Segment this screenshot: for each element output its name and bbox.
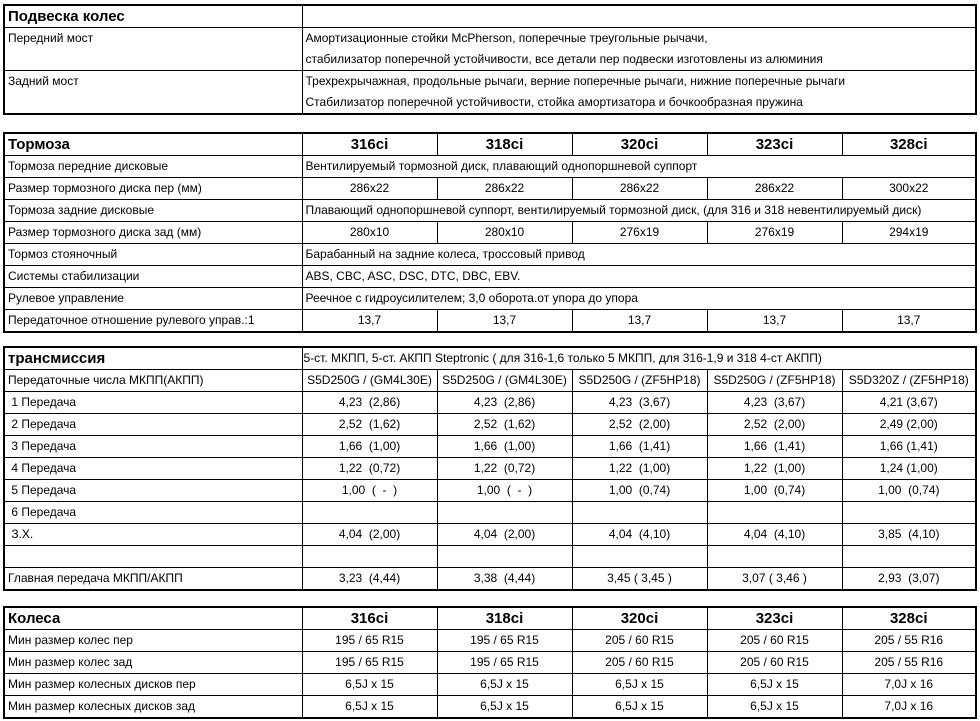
cell: 1,00 (0,74) [572, 480, 707, 502]
cell: 6,5J x 15 [572, 696, 707, 719]
cell: 4,04 (4,10) [572, 524, 707, 546]
row-value: Плавающий однопоршневой суппорт, вентилируемый тормозной диск, (для 316 и 318 невентилируемый диск) [302, 200, 976, 222]
cell: 4,23 (3,67) [707, 392, 842, 414]
table-row [4, 502, 976, 524]
cell: 195 / 65 R15 [437, 652, 572, 674]
row-value: Амортизационные стойки McPherson, поперечные треугольные рычачи, [302, 28, 976, 50]
row-label [4, 546, 302, 568]
brakes-table [3, 132, 977, 333]
transmission-title: трансмиссия [4, 347, 302, 370]
header-row [4, 607, 976, 630]
cell: 1,24 (1,00) [842, 458, 976, 480]
table-row [4, 674, 976, 696]
row-value: Трехрехрычажная, продольные рычаги, верние поперечные рычаги, нижние поперечные рычаги [302, 71, 976, 93]
row-label-cont [4, 49, 302, 71]
row-label: Тормоза задние дисковые [4, 200, 302, 222]
row-value: стабилизатор поперечной устойчивости, все детали пер подвески изготовлены из алюминия [302, 49, 976, 71]
row-label: Мин размер колесных дисков пер [4, 674, 302, 696]
cell: 1,22 (0,72) [302, 458, 437, 480]
row-label: 2 Передача [4, 414, 302, 436]
cell: 1,66 (1,41) [572, 436, 707, 458]
cell: 205 / 60 R15 [707, 630, 842, 652]
table-row [4, 652, 976, 674]
suspension-table [3, 4, 977, 115]
cell: 4,04 (2,00) [437, 524, 572, 546]
model-header: 323ci [707, 607, 842, 630]
cell: 2,52 (1,62) [302, 414, 437, 436]
cell: 13,7 [302, 310, 437, 333]
model-header: 318ci [437, 133, 572, 156]
cell: 7,0J x 16 [842, 696, 976, 719]
cell: 4,04 (4,10) [707, 524, 842, 546]
model-header: 328ci [842, 607, 976, 630]
table-row [4, 524, 976, 546]
suspension-title: Подвеска колес [4, 5, 302, 28]
cell: 3,85 (4,10) [842, 524, 976, 546]
cell [707, 502, 842, 524]
transmission-table [3, 346, 977, 591]
cell: S5D250G / (GM4L30E) [302, 370, 437, 392]
cell: 205 / 60 R15 [572, 652, 707, 674]
table-row [4, 222, 976, 244]
header-row [4, 347, 976, 370]
cell: 2,93 (3,07) [842, 568, 976, 591]
cell: 6,5J x 15 [437, 674, 572, 696]
brakes-title: Тормоза [4, 133, 302, 156]
cell: S5D250G / (GM4L30E) [437, 370, 572, 392]
row-label: Рулевое управление [4, 288, 302, 310]
table-row [4, 200, 976, 222]
cell: 4,21 (3,67) [842, 392, 976, 414]
cell: 280x10 [302, 222, 437, 244]
row-label: 3 Передача [4, 436, 302, 458]
cell: 276x19 [572, 222, 707, 244]
row-label: Размер тормозного диска зад (мм) [4, 222, 302, 244]
cell: 13,7 [842, 310, 976, 333]
row-label: Тормоза передние дисковые [4, 156, 302, 178]
cell [302, 546, 437, 568]
cell: 286x22 [572, 178, 707, 200]
cell: 3,07 ( 3,46 ) [707, 568, 842, 591]
wheels-table [3, 606, 977, 719]
row-value: Реечное с гидроусилителем; 3,0 оборота.от упора до упора [302, 288, 976, 310]
cell: 286x22 [437, 178, 572, 200]
table-row [4, 156, 976, 178]
row-value: Вентилируемый тормозной диск, плавающий однопоршневой суппорт [302, 156, 976, 178]
model-header: 320ci [572, 133, 707, 156]
cell: 6,5J x 15 [302, 674, 437, 696]
cell: 6,5J x 15 [707, 696, 842, 719]
model-header: 320ci [572, 607, 707, 630]
table-row [4, 266, 976, 288]
row-value: Барабанный на задние колеса, троссовый привод [302, 244, 976, 266]
cell: 6,5J x 15 [707, 674, 842, 696]
wheels-title: Колеса [4, 607, 302, 630]
cell: 3,38 (4,44) [437, 568, 572, 591]
cell: S5D320Z / (ZF5HP18) [842, 370, 976, 392]
table-row [4, 546, 976, 568]
table-row [4, 178, 976, 200]
cell: 3,45 ( 3,45 ) [572, 568, 707, 591]
row-label: Передаточные числа МКПП(АКПП) [4, 370, 302, 392]
cell: 294x19 [842, 222, 976, 244]
cell: 1,00 ( - ) [302, 480, 437, 502]
transmission-note: 5-ст. МКПП, 5-ст. АКПП Steptronic ( для 316-1,6 только 5 МКПП, для 316-1,9 и 318 4-ст АКПП) [302, 347, 976, 370]
row-label: Задний мост [4, 71, 302, 93]
cell [302, 502, 437, 524]
table-row [4, 568, 976, 591]
row-label: Мин размер колесных дисков зад [4, 696, 302, 719]
cell: 6,5J x 15 [302, 696, 437, 719]
cell: 205 / 55 R16 [842, 630, 976, 652]
table-row [4, 696, 976, 719]
cell: 300x22 [842, 178, 976, 200]
cell: 205 / 55 R16 [842, 652, 976, 674]
cell: 2,52 (1,62) [437, 414, 572, 436]
row-label: Мин размер колес зад [4, 652, 302, 674]
cell: 2,49 (2,00) [842, 414, 976, 436]
row-value: Стабилизатор поперечной устойчивости, стойка амортизатора и бочкообразная пружина [302, 92, 976, 114]
empty-cell [302, 5, 976, 28]
cell: 1,66 (1,41) [842, 436, 976, 458]
row-label: 6 Передача [4, 502, 302, 524]
cell: 2,52 (2,00) [572, 414, 707, 436]
cell: 13,7 [572, 310, 707, 333]
cell [572, 502, 707, 524]
table-row [4, 244, 976, 266]
cell: 276x19 [707, 222, 842, 244]
row-label: З.Х. [4, 524, 302, 546]
table-row [4, 310, 976, 333]
row-label: 4 Передача [4, 458, 302, 480]
table-row [4, 480, 976, 502]
table-row [4, 288, 976, 310]
cell: 3,23 (4,44) [302, 568, 437, 591]
cell: 1,22 (1,00) [572, 458, 707, 480]
model-header: 316ci [302, 133, 437, 156]
cell [437, 502, 572, 524]
cell: 195 / 65 R15 [302, 652, 437, 674]
row-value: ABS, CBC, ASC, DSC, DTC, DBC, EBV. [302, 266, 976, 288]
cell [707, 546, 842, 568]
table-row [4, 458, 976, 480]
table-row [4, 392, 976, 414]
row-label: Мин размер колес пер [4, 630, 302, 652]
cell: 1,00 (0,74) [707, 480, 842, 502]
model-header: 318ci [437, 607, 572, 630]
cell: S5D250G / (ZF5HP18) [707, 370, 842, 392]
cell: 1,22 (0,72) [437, 458, 572, 480]
table-row [4, 414, 976, 436]
cell: 1,66 (1,00) [302, 436, 437, 458]
cell: 195 / 65 R15 [302, 630, 437, 652]
row-label: Передаточное отношение рулевого управ.:1 [4, 310, 302, 333]
cell: 4,23 (3,67) [572, 392, 707, 414]
cell: S5D250G / (ZF5HP18) [572, 370, 707, 392]
header-row [4, 133, 976, 156]
cell: 1,00 ( - ) [437, 480, 572, 502]
model-header: 328ci [842, 133, 976, 156]
cell: 4,23 (2,86) [437, 392, 572, 414]
table-row [4, 370, 976, 392]
cell: 205 / 60 R15 [572, 630, 707, 652]
row-label: 1 Передача [4, 392, 302, 414]
row-label-cont [4, 92, 302, 114]
row-label: Передний мост [4, 28, 302, 50]
row-label: 5 Передача [4, 480, 302, 502]
cell: 4,04 (2,00) [302, 524, 437, 546]
table-row [4, 630, 976, 652]
row-label: Системы стабилизации [4, 266, 302, 288]
cell [572, 546, 707, 568]
model-header: 316ci [302, 607, 437, 630]
cell: 195 / 65 R15 [437, 630, 572, 652]
cell [842, 502, 976, 524]
cell: 2,52 (2,00) [707, 414, 842, 436]
cell: 13,7 [707, 310, 842, 333]
cell: 286x22 [707, 178, 842, 200]
cell: 286x22 [302, 178, 437, 200]
row-label: Главная передача МКПП/АКПП [4, 568, 302, 591]
cell: 1,22 (1,00) [707, 458, 842, 480]
cell: 1,66 (1,00) [437, 436, 572, 458]
model-header: 323ci [707, 133, 842, 156]
cell: 6,5J x 15 [572, 674, 707, 696]
cell: 7,0J x 16 [842, 674, 976, 696]
row-label: Тормоз стояночный [4, 244, 302, 266]
cell [842, 546, 976, 568]
table-row [4, 436, 976, 458]
cell [437, 546, 572, 568]
cell: 280x10 [437, 222, 572, 244]
cell: 6,5J x 15 [437, 696, 572, 719]
cell: 1,00 (0,74) [842, 480, 976, 502]
cell: 1,66 (1,41) [707, 436, 842, 458]
cell: 205 / 60 R15 [707, 652, 842, 674]
cell: 13,7 [437, 310, 572, 333]
row-label: Размер тормозного диска пер (мм) [4, 178, 302, 200]
cell: 4,23 (2,86) [302, 392, 437, 414]
